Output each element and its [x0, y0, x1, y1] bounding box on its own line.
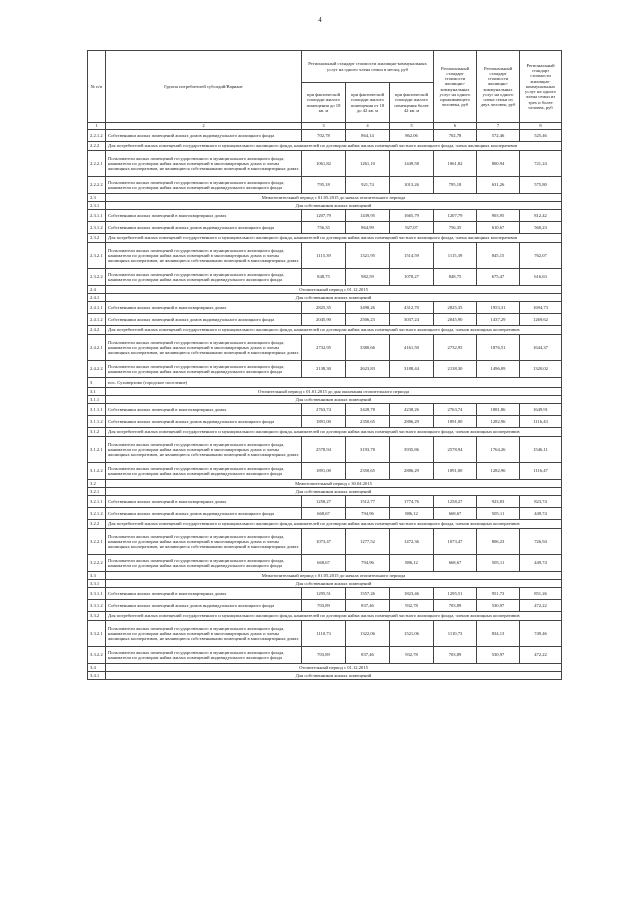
row-value: 703,89: [302, 647, 346, 664]
row-value: 1437,29: [477, 314, 520, 326]
row-value: 1649,91: [520, 404, 562, 416]
row-value: 2732,95: [434, 335, 477, 361]
table-row: [88, 361, 562, 378]
row-value: 721,24: [520, 151, 562, 177]
section-label: Отопительный период с 01.01.2015 до дня окончания отопительного периода: [106, 388, 562, 396]
row-value: 932,78: [390, 647, 434, 664]
row-value: 702,78: [434, 130, 477, 142]
table-row: [88, 222, 562, 234]
row-code: 2.4.2: [88, 326, 106, 335]
section-row: [88, 580, 562, 588]
table-row: [88, 621, 562, 647]
section-title-row: [88, 378, 562, 388]
row-value: 1891,00: [302, 416, 346, 428]
row-value: 610,67: [477, 222, 520, 234]
row-value: 1764,26: [477, 437, 520, 463]
section-row: [88, 234, 562, 243]
row-value: 1320,02: [520, 361, 562, 378]
row-value: 1321,95: [346, 243, 390, 269]
row-value: 923,83: [477, 496, 520, 508]
section-label: Межотопительный период с 30.04.2015: [106, 480, 562, 488]
row-code: 2.3.2.1: [88, 243, 106, 269]
row-value: 1439,95: [346, 210, 390, 222]
row-description: Собственники жилых помещений жилых домов индивидуального жилищного фонда: [106, 508, 302, 520]
row-value: 1261,10: [346, 151, 390, 177]
row-value: 472,22: [520, 647, 562, 664]
row-description: Собственники жилых помещений в многоквартирных домах: [106, 496, 302, 508]
row-code: 2.4: [88, 286, 106, 294]
section-title: пос. Суховерхово (городское поселение): [106, 378, 562, 388]
section-label: Для потребителей жилых помещений государственного и муниципального жилищного фонда, нанимателей по договорам найма жилых помещений частного жилищного фонда, членов жилищных кооперативов: [106, 428, 562, 437]
row-value: 762,07: [520, 243, 562, 269]
row-value: 3428,78: [346, 404, 390, 416]
row-value: 703,89: [434, 600, 477, 612]
row-value: 1891,00: [302, 463, 346, 480]
table-row: [88, 437, 562, 463]
row-value: 1207,79: [302, 210, 346, 222]
row-code: 3.2.1: [88, 488, 106, 496]
row-value: 800,94: [477, 151, 520, 177]
row-value: 837,46: [346, 647, 390, 664]
table-row: [88, 404, 562, 416]
row-code: 3.1.1.1: [88, 404, 106, 416]
header-sub3: при фактической площади жилого помещения более 42 кв. м: [390, 83, 434, 123]
row-value: 1295,51: [302, 588, 346, 600]
row-code: 2.3.2.2: [88, 269, 106, 286]
row-description: Пользователи жилых помещений государственного и муниципального жилищного фонда, наниматели по договорам найма жилых помещений индивидуального жилищного фонда: [106, 463, 302, 480]
row-value: 927,07: [390, 222, 434, 234]
row-value: 1110,73: [302, 621, 346, 647]
row-description: Пользователи жилых помещений государственного и муниципального жилищного фонда, наниматели по договорам найма жилых помещений в многоквартирных домах и члены жилищных кооперативов, не являющиеся собственниками помещений в многоквартирных домах: [106, 335, 302, 361]
header-col-no: № п/п: [88, 51, 106, 123]
section-row: [88, 480, 562, 488]
row-value: 903,95: [477, 210, 520, 222]
row-value: 3380,66: [346, 335, 390, 361]
table-row: [88, 210, 562, 222]
row-value: 505,11: [477, 555, 520, 572]
row-value: 525,46: [520, 130, 562, 142]
section-row: [88, 520, 562, 529]
row-value: 921,74: [346, 177, 390, 194]
row-value: 3935,86: [390, 437, 434, 463]
row-code: 2.3.1: [88, 202, 106, 210]
row-code: 2.4.2.1: [88, 335, 106, 361]
row-value: 1881,86: [477, 404, 520, 416]
row-value: 806,23: [477, 529, 520, 555]
row-value: 1269,62: [520, 314, 562, 326]
row-description: Пользователи жилых помещений государственного и муниципального жилищного фонда, наниматели по договорам найма жилых помещений в многоквартирных домах и члены жилищных кооперативов, не являющиеся собственниками помещений в многоквартирных домах: [106, 437, 302, 463]
header-num: 8: [520, 123, 562, 130]
row-value: 1512,77: [346, 496, 390, 508]
header-number-row: [88, 123, 562, 130]
header-num: 5: [390, 123, 434, 130]
section-row: [88, 194, 562, 202]
row-value: 1061,82: [434, 151, 477, 177]
row-value: 2350,65: [346, 416, 390, 428]
row-description: Собственники жилых помещений в многоквартирных домах: [106, 588, 302, 600]
row-value: 1774,76: [390, 496, 434, 508]
row-value: 2045,90: [302, 314, 346, 326]
row-value: 472,22: [520, 600, 562, 612]
section-label: Для собственников жилых помещений: [106, 294, 562, 302]
table-row: [88, 151, 562, 177]
row-value: 1496,09: [477, 361, 520, 378]
row-value: 2763,74: [434, 404, 477, 416]
row-description: Пользователи жилых помещений государственного и муниципального жилищного фонда, наниматели по договорам найма жилых помещений индивидуального жилищного фонда: [106, 269, 302, 286]
header-col-group: Группа потребителей субсидий/Вариант: [106, 51, 302, 123]
row-code: 3.2.2: [88, 520, 106, 529]
table-row: [88, 588, 562, 600]
table-row: [88, 269, 562, 286]
row-code: 2.4.1.1: [88, 302, 106, 314]
header-num: 3: [302, 123, 346, 130]
row-value: 1665,79: [390, 210, 434, 222]
row-value: 1546,11: [520, 437, 562, 463]
row-value: 823,74: [520, 496, 562, 508]
row-value: 848,75: [302, 269, 346, 286]
table-row: [88, 508, 562, 520]
section-label: Для собственников жилых помещений: [106, 396, 562, 404]
row-code: 3.3: [88, 572, 106, 580]
table-row: [88, 647, 562, 664]
row-code: 2.2.1.2: [88, 130, 106, 142]
row-value: 851,26: [520, 588, 562, 600]
table-row: [88, 243, 562, 269]
row-value: 4161,50: [390, 335, 434, 361]
row-code: 3.3.2.1: [88, 621, 106, 647]
section-row: [88, 664, 562, 672]
row-value: 886,12: [390, 555, 434, 572]
table-row: [88, 529, 562, 555]
row-value: 1891,00: [434, 463, 477, 480]
row-value: 1449,58: [390, 151, 434, 177]
row-value: 675,47: [477, 269, 520, 286]
row-description: Пользователи жилых помещений государственного и муниципального жилищного фонда, наниматели по договорам найма жилых помещений индивидуального жилищного фонда: [106, 555, 302, 572]
row-value: 2825,35: [434, 302, 477, 314]
row-value: 703,89: [302, 600, 346, 612]
row-value: 1061,82: [302, 151, 346, 177]
section-label: Для собственников жилых помещений: [106, 672, 562, 680]
section-row: [88, 286, 562, 294]
row-value: 530,97: [477, 600, 520, 612]
section-label: Для собственников жилых помещений: [106, 580, 562, 588]
row-value: 1073,47: [302, 529, 346, 555]
row-value: 2886,29: [390, 463, 434, 480]
row-value: 932,78: [390, 600, 434, 612]
section-row: [88, 294, 562, 302]
row-value: 1295,51: [434, 588, 477, 600]
row-value: 886,12: [390, 508, 434, 520]
row-value: 1013,26: [390, 177, 434, 194]
row-value: 1644,37: [520, 335, 562, 361]
row-value: 794,96: [346, 508, 390, 520]
row-description: Пользователи жилых помещений государственного и муниципального жилищного фонда, наниматели по договорам найма жилых помещений в многоквартирных домах и члены жилищных кооперативов, не являющиеся собственниками помещений в многоквартирных домах: [106, 529, 302, 555]
header-span-title: Региональный стандарт стоимости жилищно-коммунальных услуг на одного члена семьи в месяц, руб: [302, 51, 434, 83]
row-value: 2138,30: [302, 361, 346, 378]
section-label: Для потребителей жилых помещений государственного и муниципального жилищного фонда, нанимателей по договорам найма жилых помещений частного жилищного фонда, члена жилищных кооперативов: [106, 142, 562, 151]
header-num: 7: [477, 123, 520, 130]
row-value: 449,74: [520, 555, 562, 572]
row-code: 3.2.1.1: [88, 496, 106, 508]
row-code: 2.2.2.2: [88, 177, 106, 194]
row-value: 560,23: [520, 222, 562, 234]
row-value: 1282,96: [477, 463, 520, 480]
row-value: 530,97: [477, 647, 520, 664]
table-body: [88, 130, 562, 680]
row-value: 4312,70: [390, 302, 434, 314]
row-description: Собственники жилых помещений в многоквартирных домах: [106, 404, 302, 416]
section-row: [88, 612, 562, 621]
row-value: 1891,00: [434, 416, 477, 428]
row-value: 1207,79: [434, 210, 477, 222]
row-value: 703,89: [434, 647, 477, 664]
row-description: Собственники жилых помещений в многоквартирных домах: [106, 302, 302, 314]
page-number: 4: [318, 16, 322, 24]
section-label: Для потребителей жилых помещений государственного и муниципального жилищного фонда, нанимателей по договорам найма жилых помещений частного жилищного фонда, членов жилищных кооперативов: [106, 326, 562, 335]
row-value: 1277,52: [346, 529, 390, 555]
row-value: 1876,51: [477, 335, 520, 361]
row-value: 951,73: [477, 588, 520, 600]
row-value: 2886,29: [390, 416, 434, 428]
section-row: [88, 388, 562, 396]
section-row: [88, 396, 562, 404]
row-value: 2350,65: [346, 463, 390, 480]
row-value: 795,18: [302, 177, 346, 194]
header-row-top: [88, 51, 562, 83]
row-value: 1953,31: [477, 302, 520, 314]
row-value: 1823,46: [390, 588, 434, 600]
row-value: 1078,27: [390, 269, 434, 286]
row-code: 2.4.2.2: [88, 361, 106, 378]
header-sub2: при фактической площади жилого помещения от 18 до 42 кв. м: [346, 83, 390, 123]
section-row: [88, 488, 562, 496]
row-value: 505,11: [477, 508, 520, 520]
row-code: 2.4.1: [88, 294, 106, 302]
row-value: 4238,26: [390, 404, 434, 416]
row-code: 2.3.2: [88, 234, 106, 243]
row-value: 1694,73: [520, 302, 562, 314]
row-value: 795,18: [434, 177, 477, 194]
header-num: 4: [346, 123, 390, 130]
row-value: 1073,47: [434, 529, 477, 555]
row-value: 3037,24: [390, 314, 434, 326]
section-label: Отопительный период с 01.12.2015: [106, 286, 562, 294]
row-value: 1116,43: [520, 416, 562, 428]
row-value: 1110,73: [434, 621, 477, 647]
row-value: 3193,78: [346, 437, 390, 463]
row-description: Пользователи жилых помещений государственного и муниципального жилищного фонда, наниматели по договорам найма жилых помещений индивидуального жилищного фонда: [106, 177, 302, 194]
section-row: [88, 202, 562, 210]
row-value: 668,67: [302, 508, 346, 520]
row-code: 2.2.2.1: [88, 151, 106, 177]
row-value: 2623,83: [346, 361, 390, 378]
row-code: 2.3.1.1: [88, 210, 106, 222]
row-description: Собственники жилых помещений жилых домов индивидуального жилищного фонда: [106, 314, 302, 326]
row-description: Пользователи жилых помещений государственного и муниципального жилищного фонда, наниматели по договорам найма жилых помещений в многоквартирных домах и члены жилищных кооперативов, не являющиеся собственниками помещений в многоквартирных домах: [106, 151, 302, 177]
row-value: 1258,27: [302, 496, 346, 508]
section-row: [88, 142, 562, 151]
table-row: [88, 130, 562, 142]
row-value: 1115,39: [302, 243, 346, 269]
row-value: 668,67: [302, 555, 346, 572]
section-label: Для потребителей жилых помещений государственного и муниципального жилищного фонда, нанимателей по договорам найма жилых помещений частного жилищного фонда, члена жилищных кооперативов: [106, 234, 562, 243]
row-code: 3.3.2.2: [88, 647, 106, 664]
row-value: 862,06: [390, 130, 434, 142]
row-description: Пользователи жилых помещений государственного и муниципального жилищного фонда, наниматели по договорам найма жилых помещений индивидуального жилищного фонда: [106, 647, 302, 664]
table-row: [88, 463, 562, 480]
row-code: 3.3.1.2: [88, 600, 106, 612]
row-value: 575,80: [520, 177, 562, 194]
row-code: 3.2.1.2: [88, 508, 106, 520]
row-value: 572,46: [477, 130, 520, 142]
table-row: [88, 600, 562, 612]
row-value: 1521,06: [390, 621, 434, 647]
row-value: 1514,59: [390, 243, 434, 269]
row-value: 2732,95: [302, 335, 346, 361]
row-value: 3498,26: [346, 302, 390, 314]
section-label: Для потребителей жилых помещений государственного и муниципального жилищного фонда, нанимателей по договорам найма жилых помещений частного жилищного фонда, членов жилищных кооперативов: [106, 612, 562, 621]
row-description: Собственники жилых помещений жилых домов индивидуального жилищного фонда: [106, 600, 302, 612]
row-code: 3.3.1: [88, 580, 106, 588]
row-value: 794,96: [346, 555, 390, 572]
row-value: 756,35: [302, 222, 346, 234]
section-row: [88, 326, 562, 335]
header-sub1: при фактической площади жилого помещения до 18 кв. м: [302, 83, 346, 123]
row-value: 756,35: [434, 222, 477, 234]
row-value: 2506,23: [346, 314, 390, 326]
row-code: 3.4.1: [88, 672, 106, 680]
table-row: [88, 314, 562, 326]
row-code: 3.2: [88, 480, 106, 488]
header-col8: Региональный стандарт стоимости жилищно-коммунальных услуг на одного члена семьи из трех и более человек, руб: [520, 51, 562, 123]
row-value: 616,63: [520, 269, 562, 286]
section-label: Для потребителей жилых помещений государственного и муниципального жилищного фонда, нанимателей по договорам найма жилых помещений частного жилищного фонда, членов жилищных кооперативов: [106, 520, 562, 529]
table-row: [88, 302, 562, 314]
row-code: 3.1.2: [88, 428, 106, 437]
row-code: 3.1.2.1: [88, 437, 106, 463]
row-value: 2138,30: [434, 361, 477, 378]
table-row: [88, 416, 562, 428]
row-description: Собственники жилых помещений в многоквартирных домах: [106, 210, 302, 222]
section-row: [88, 428, 562, 437]
row-description: Собственники жилых помещений жилых домов индивидуального жилищного фонда: [106, 416, 302, 428]
row-value: 2763,74: [302, 404, 346, 416]
tariff-table: [87, 50, 562, 680]
header-num: 6: [434, 123, 477, 130]
row-code: 2.4.1.2: [88, 314, 106, 326]
table-row: [88, 496, 562, 508]
row-value: 864,14: [346, 130, 390, 142]
row-value: 845,15: [477, 243, 520, 269]
row-description: Пользователи жилых помещений государственного и муниципального жилищного фонда, наниматели по договорам найма жилых помещений индивидуального жилищного фонда: [106, 361, 302, 378]
row-code: 3.4: [88, 664, 106, 672]
row-value: 668,67: [434, 508, 477, 520]
header-col6: Региональный стандарт стоимости жилищно-коммунальных услуг на одного проживающего человека, руб: [434, 51, 477, 123]
row-value: 1472,36: [390, 529, 434, 555]
row-value: 1116,47: [520, 463, 562, 480]
section-label: Отопительный период с 01.12.2015: [106, 664, 562, 672]
row-value: 1322,06: [346, 621, 390, 647]
row-code: 3.1.1: [88, 396, 106, 404]
row-value: 834,13: [477, 621, 520, 647]
row-code: 3: [88, 378, 106, 388]
row-value: 1557,26: [346, 588, 390, 600]
row-value: 631,26: [477, 177, 520, 194]
row-value: 449,74: [520, 508, 562, 520]
row-code: 3.2.2.1: [88, 529, 106, 555]
row-value: 1115,39: [434, 243, 477, 269]
section-row: [88, 672, 562, 680]
section-label: Межотопительный период с 01.05.2015 до начала отопительного периода: [106, 194, 562, 202]
row-code: 3.3.2: [88, 612, 106, 621]
row-value: 1282,96: [477, 416, 520, 428]
row-value: 749,46: [520, 621, 562, 647]
row-description: Пользователи жилых помещений государственного и муниципального жилищного фонда, наниматели по договорам найма жилых помещений в многоквартирных домах и члены жилищных кооперативов, не являющиеся собственниками помещений в многоквартирных домах: [106, 621, 302, 647]
header-num: 2: [106, 123, 302, 130]
row-value: 848,75: [434, 269, 477, 286]
row-value: 2578,94: [434, 437, 477, 463]
row-code: 3.1.1.2: [88, 416, 106, 428]
row-code: 2.2.2: [88, 142, 106, 151]
row-code: 2.3.1.2: [88, 222, 106, 234]
table-row: [88, 177, 562, 194]
row-value: 982,59: [346, 269, 390, 286]
row-code: 3.1: [88, 388, 106, 396]
table-row: [88, 555, 562, 572]
table-row: [88, 335, 562, 361]
row-value: 837,46: [346, 600, 390, 612]
row-description: Собственники жилых помещений жилых домов индивидуального жилищного фонда: [106, 130, 302, 142]
row-value: 2825,35: [302, 302, 346, 314]
row-value: 726,94: [520, 529, 562, 555]
row-value: 2045,90: [434, 314, 477, 326]
row-value: 3188,44: [390, 361, 434, 378]
row-value: 1258,27: [434, 496, 477, 508]
row-value: 668,67: [434, 555, 477, 572]
section-label: Межотопительный период с 01.05.2015 до начала отопительного периода: [106, 572, 562, 580]
row-description: Собственники жилых помещений жилых домов индивидуального жилищного фонда: [106, 222, 302, 234]
row-description: Пользователи жилых помещений государственного и муниципального жилищного фонда, наниматели по договорам найма жилых помещений в многоквартирных домах и члены жилищных кооперативов, не являющиеся собственниками помещений в многоквартирных домах: [106, 243, 302, 269]
row-value: 702,78: [302, 130, 346, 142]
section-row: [88, 572, 562, 580]
row-code: 3.2.2.2: [88, 555, 106, 572]
header-col7: Региональный стандарт стоимости жилищно-коммунальных услуг на одного члена семьи из двух человек, руб: [477, 51, 520, 123]
row-code: 3.1.2.2: [88, 463, 106, 480]
section-label: Для собственников жилых помещений: [106, 488, 562, 496]
row-code: 3.3.1.1: [88, 588, 106, 600]
row-value: 864,99: [346, 222, 390, 234]
row-value: 812,42: [520, 210, 562, 222]
section-label: Для собственников жилых помещений: [106, 202, 562, 210]
row-value: 2578,94: [302, 437, 346, 463]
header-num: 1: [88, 123, 106, 130]
row-code: 2.3: [88, 194, 106, 202]
